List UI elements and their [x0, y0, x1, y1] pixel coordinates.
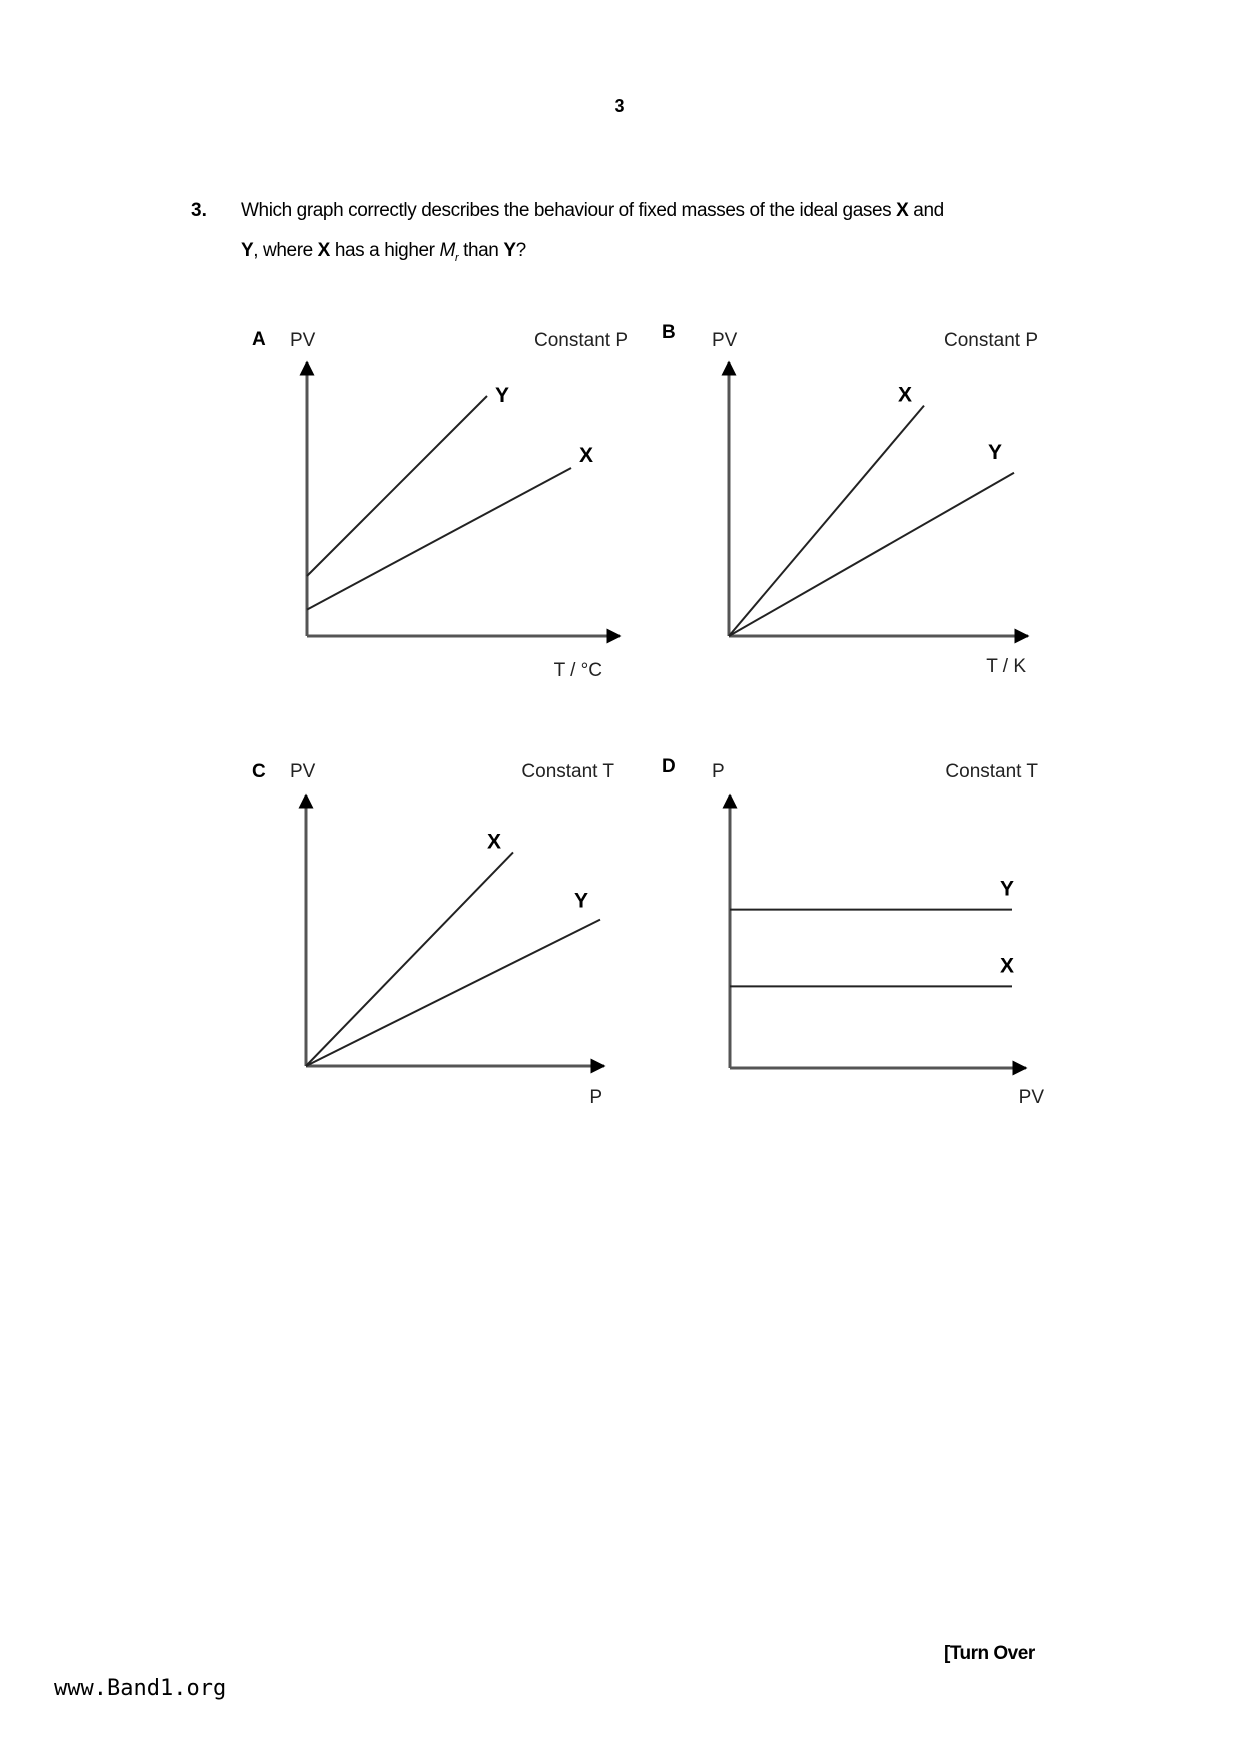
graph-option-b [662, 322, 1038, 677]
x-axis-label: P [589, 1087, 602, 1108]
series-label-y: Y [988, 440, 1003, 464]
series-label-y: Y [1000, 877, 1015, 901]
y-axis-label: P [712, 761, 725, 782]
option-letter: D [662, 756, 676, 777]
gas-y-label: Y [503, 240, 516, 261]
series-line-x [307, 468, 571, 610]
condition-label: Constant P [534, 330, 628, 351]
series-line-y [306, 920, 600, 1066]
option-letter: C [252, 761, 266, 782]
question-text: than [458, 240, 504, 261]
series-line-y [729, 473, 1014, 636]
condition-label: Constant T [945, 761, 1038, 782]
y-axis-label: PV [712, 330, 738, 351]
question-text: Which graph correctly describes the behaviour of fixed masses of the ideal gases [241, 200, 897, 221]
option-letter: A [252, 329, 266, 350]
question-text: , where [253, 240, 318, 261]
series-label-x: X [487, 830, 502, 854]
series-label-x: X [579, 444, 594, 467]
series-label-y: Y [574, 889, 589, 913]
condition-label: Constant P [944, 330, 1038, 351]
gas-y-label: Y [241, 240, 254, 261]
graph-option-c [252, 761, 614, 1108]
relative-molecular-mass-symbol: M [439, 240, 455, 261]
series-line-y [307, 396, 487, 576]
series-label-x: X [1000, 954, 1015, 978]
page-number: 3 [614, 96, 625, 116]
y-axis-label: PV [290, 761, 316, 782]
option-letter: B [662, 322, 676, 343]
condition-label: Constant T [521, 761, 614, 782]
question-text: ? [515, 240, 526, 261]
question-number: 3. [191, 200, 207, 221]
gas-x-label: X [896, 200, 909, 221]
turn-over-note: [Turn Over [944, 1643, 1035, 1664]
graph-option-a [252, 329, 628, 681]
footer-url: www.Band1.org [54, 1676, 227, 1701]
x-axis-label: PV [1018, 1087, 1044, 1108]
gas-x-label: X [317, 240, 330, 261]
question-text: has a higher [329, 240, 440, 261]
graph-option-d [662, 756, 1044, 1108]
x-axis-label: T / °C [553, 660, 602, 681]
series-label-x: X [898, 383, 913, 407]
question-text: and [908, 200, 944, 221]
x-axis-label: T / K [986, 656, 1026, 677]
series-label-y: Y [495, 384, 510, 407]
relative-molecular-mass-subscript: r [454, 251, 459, 264]
y-axis-label: PV [290, 330, 316, 351]
series-line-x [729, 406, 924, 636]
series-line-x [306, 852, 513, 1066]
